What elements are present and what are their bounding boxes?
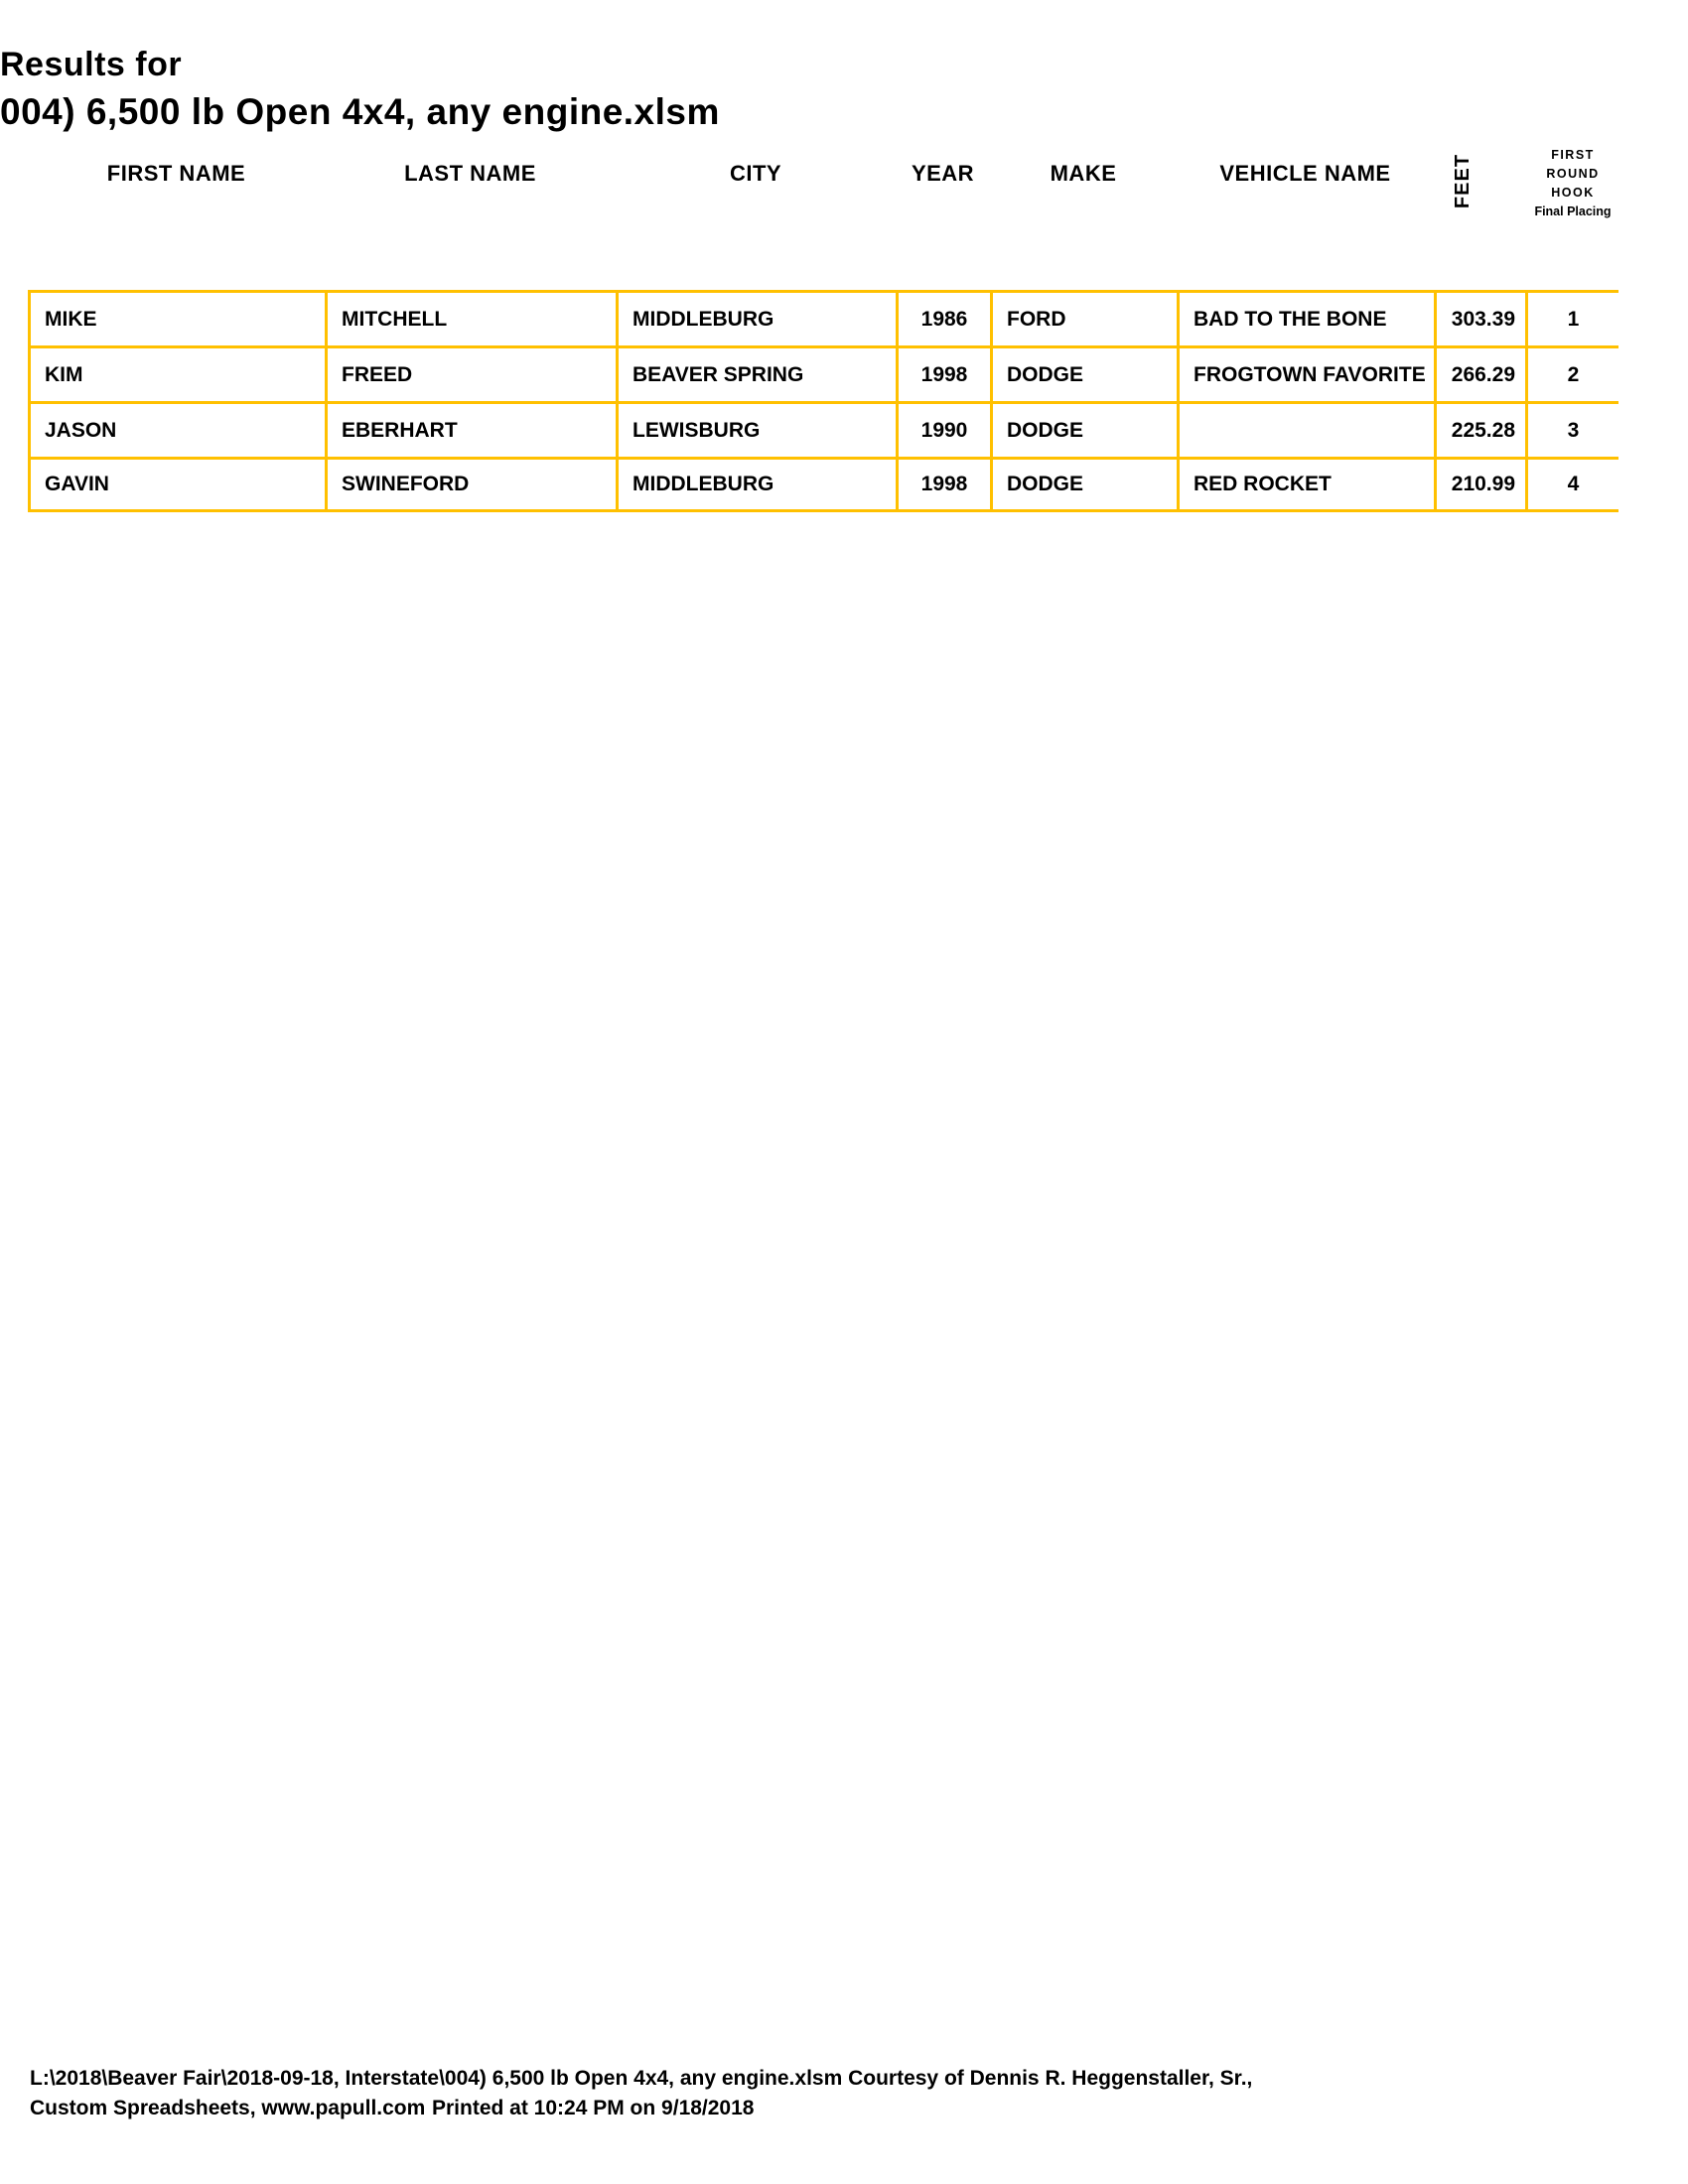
cell-last-name: SWINEFORD [325, 457, 616, 512]
cell-year: 1998 [896, 457, 990, 512]
cell-placing: 3 [1525, 401, 1618, 457]
column-header-vehicle-name: VEHICLE NAME [1219, 161, 1391, 186]
cell-placing: 1 [1525, 290, 1618, 345]
cell-last-name: FREED [325, 345, 616, 401]
page-title: Results for [0, 46, 183, 83]
results-table [28, 290, 1618, 512]
cell-placing: 4 [1525, 457, 1618, 512]
cell-year: 1990 [896, 401, 990, 457]
cell-feet: 210.99 [1434, 457, 1525, 512]
cell-first-name: GAVIN [28, 457, 325, 512]
cell-feet: 266.29 [1434, 345, 1525, 401]
cell-vehicle-name: FROGTOWN FAVORITE [1177, 345, 1434, 401]
cell-year: 1998 [896, 345, 990, 401]
cell-placing: 2 [1525, 345, 1618, 401]
column-header-feet-rotated [1439, 137, 1488, 224]
cell-city: MIDDLEBURG [616, 290, 896, 345]
cell-city: MIDDLEBURG [616, 457, 896, 512]
footer-credit-left: Custom Spreadsheets, www.papull.com [30, 2097, 426, 2119]
cell-feet: 303.39 [1434, 290, 1525, 345]
cell-feet: 225.28 [1434, 401, 1525, 457]
page-subtitle-class-name: 004) 6,500 lb Open 4x4, any engine.xlsm [0, 91, 720, 132]
footer-printed-timestamp: Printed at 10:24 PM on 9/18/2018 [432, 2097, 755, 2119]
footer-file-path: L:\2018\Beaver Fair\2018-09-18, Interstate\004) 6,500 lb Open 4x4, any engine.xlsm Courtesy of Dennis R. Heggenstaller, Sr., [30, 2067, 1253, 2090]
cell-make: DODGE [990, 401, 1177, 457]
cell-last-name: MITCHELL [325, 290, 616, 345]
cell-city: BEAVER SPRING [616, 345, 896, 401]
column-header-city: CITY [729, 161, 782, 186]
column-header-first-name: FIRST NAME [106, 161, 246, 186]
cell-make: DODGE [990, 345, 1177, 401]
column-header-year: YEAR [911, 161, 975, 186]
column-header-final-placing [1525, 146, 1620, 221]
cell-first-name: MIKE [28, 290, 325, 345]
cell-make: DODGE [990, 457, 1177, 512]
feet-label: FEET [1452, 153, 1475, 208]
cell-vehicle-name [1177, 401, 1434, 457]
hook-header-line3: Final Placing [1534, 205, 1612, 218]
hook-header-line2: HOOK [1551, 186, 1595, 200]
cell-make: FORD [990, 290, 1177, 345]
cell-city: LEWISBURG [616, 401, 896, 457]
cell-first-name: JASON [28, 401, 325, 457]
cell-vehicle-name: RED ROCKET [1177, 457, 1434, 512]
cell-year: 1986 [896, 290, 990, 345]
column-header-last-name: LAST NAME [404, 161, 536, 186]
cell-first-name: KIM [28, 345, 325, 401]
column-header-make: MAKE [1050, 161, 1117, 186]
cell-last-name: EBERHART [325, 401, 616, 457]
hook-header-line1: FIRST ROUND [1546, 148, 1600, 181]
footer-credits [30, 2097, 755, 2120]
cell-vehicle-name: BAD TO THE BONE [1177, 290, 1434, 345]
